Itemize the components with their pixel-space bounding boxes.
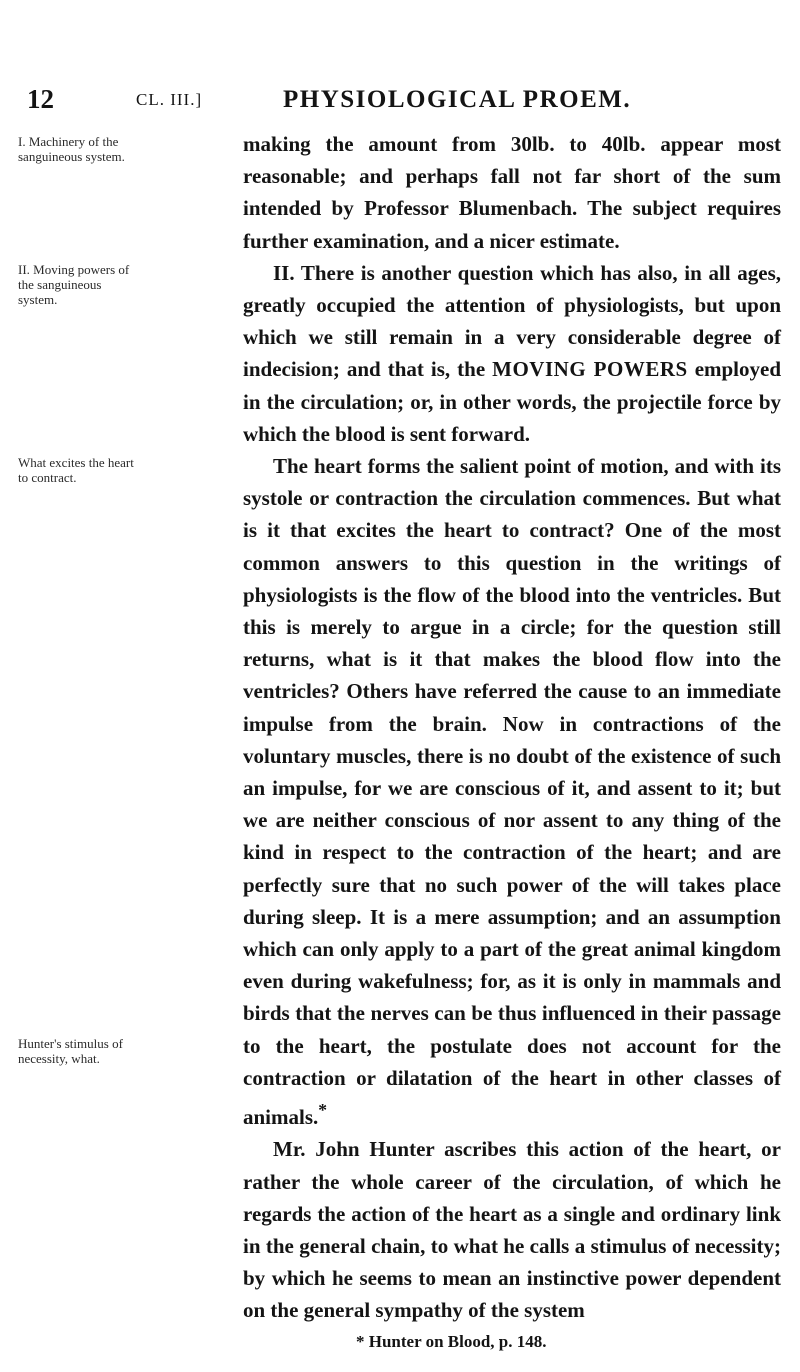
footnote: * Hunter on Blood, p. 148. [356, 1332, 547, 1351]
chapter-label: CL. III.] [136, 90, 203, 109]
page-number: 12 [27, 84, 54, 114]
paragraph-moving-powers [243, 257, 781, 450]
small-caps-term: MOVING POWERS [492, 357, 688, 382]
running-header [0, 84, 800, 124]
sidenote-moving-powers: II. Moving powers of the sanguineous system. [18, 262, 130, 307]
paragraph-text: employed in the circulation; or, in other words, the projectile force by which the blood is sent forward. [243, 357, 782, 446]
paragraph: Mr. John Hunter ascribes this action of the heart, or rather the whole career of the circulation, of which he regards the action of the heart as a single and ordinary link in the general chain, to what he calls a stimulus of necessity; by which he seems to mean an instinctive power dependent on the general sympathy of the system [243, 1137, 781, 1323]
sidenote-heart-contract: What excites the heart to contract. [18, 455, 134, 485]
running-title: PHYSIOLOGICAL PROEM. [283, 86, 632, 113]
main-text [243, 128, 781, 1327]
footnote-marker: * [318, 1100, 328, 1121]
paragraph [243, 450, 781, 1133]
sidenote-machinery: I. Machinery of the sanguineous system. [18, 134, 125, 164]
paragraph-text: The heart forms the salient point of motion, and with its systole or contraction the circulation commences. But what is it that excites the heart to contract? One of the most common answers to this question in the writings of physiologists is the flow of the blood into the ventricles. But this is merely to argue in a circle; for the question still returns, what is it that makes the blood flow into the ventricles? Others have referred the cause to an immediate impulse from the brain. Now in contractions of the voluntary muscles, there is no doubt of the existence of such an impulse, for we are conscious of it, and assent to it; but we are neither conscious of nor assent to any thing of the kind in respect to the contraction of the heart; and are perfectly sure that no such power of the will takes place during sleep. It is a mere assumption; and an assumption which can only apply to a part of the great animal kingdom even during wakefulness; for, as it is only in mammals and birds that the nerves can be thus influenced in their passage to the heart, the postulate does not account for the contraction or dilatation of the heart in other classes of animals. [243, 454, 781, 1130]
paragraph-text: II. There is another question which has also, in all ages, greatly occupied the attention of physiologists, but upon which we still remain in a very considerable degree of indecision; and that is, the [243, 260, 781, 382]
sidenote-hunter-stimulus: Hunter's stimulus of necessity, what. [18, 1036, 123, 1066]
paragraph: making the amount from 30lb. to 40lb. appear most reasonable; and perhaps fall not far short of the sum intended by Professor Blumenbach. The subject requires further examination, and a nicer estimate. [243, 132, 781, 253]
